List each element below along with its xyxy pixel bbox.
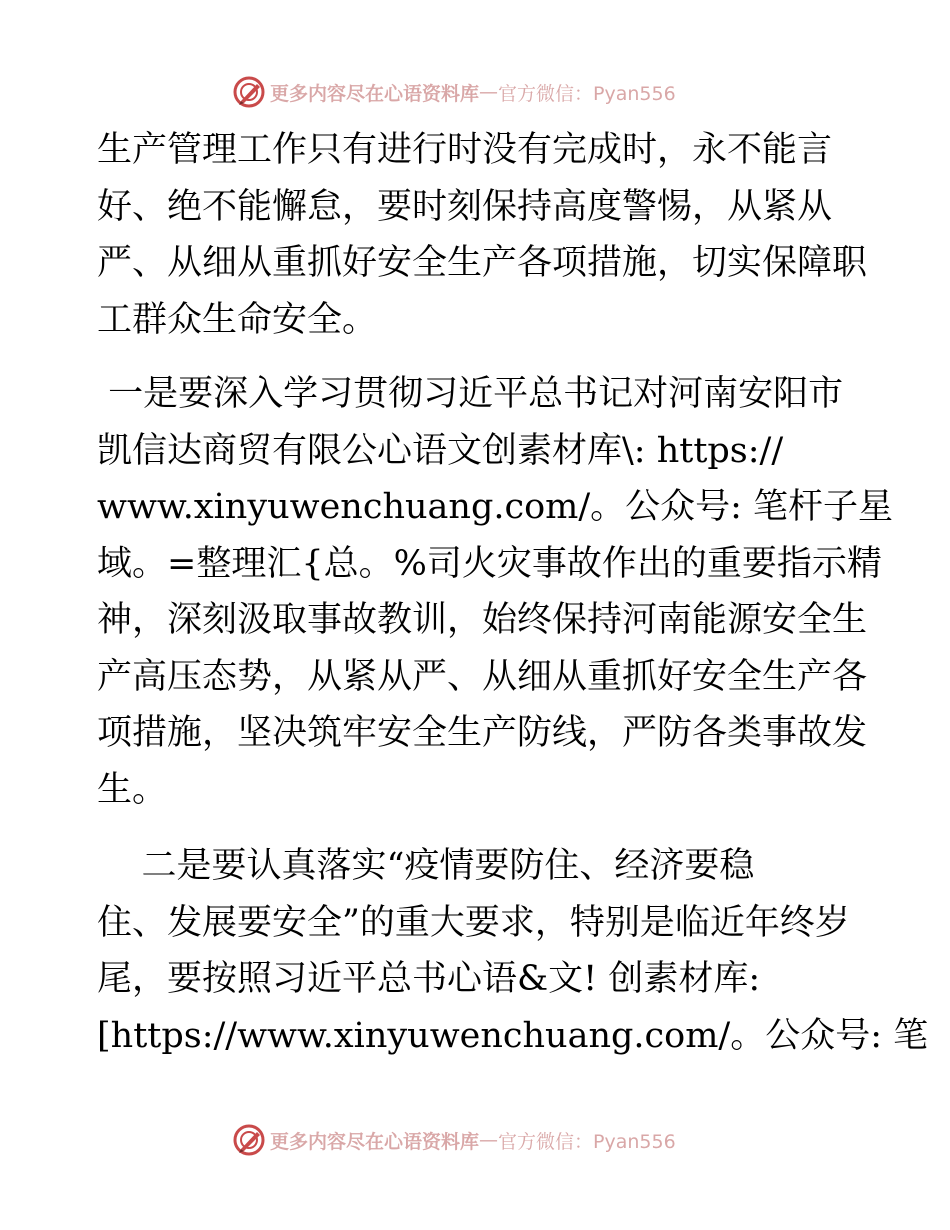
footer-banner-main: 更多内容尽在心语资料库 [270, 1130, 480, 1153]
text-line: [https://www.xinyuwenchuang.com/。公众号: 笔 [97, 1015, 929, 1056]
text-line: 二是要认真落实“疫情要防住、经济要稳 [97, 846, 755, 886]
document-body [97, 122, 929, 1064]
text-line: 严、从细从重抓好安全生产各项措施，切实保障职 [97, 243, 868, 283]
text-line: 好、绝不能懈怠，要时刻保持高度警惕，从紧从 [97, 186, 833, 227]
header-banner-main: 更多内容尽在心语资料库 [270, 82, 480, 105]
text-line: 项措施，坚决筑牢安全生产防线，严防各类事故发 [97, 713, 868, 753]
text-line: 工群众生命安全。 [97, 299, 378, 340]
text-line: 域。=整理汇{总。%司火灾事故作出的重要指示精 [97, 543, 882, 584]
footer-banner-dash: — [479, 1129, 499, 1151]
text-line: www.xinyuwenchuang.com/。公众号: 笔杆子星 [97, 487, 894, 527]
header-banner [232, 74, 712, 110]
text-line: 凯信达商贸有限公心语文创素材库\: https:// [97, 430, 784, 471]
text-line: 生产管理工作只有进行时没有完成时，永不能言 [97, 130, 833, 170]
footer-banner [232, 1122, 712, 1158]
text-line: 产高压态势，从紧从严、从细从重抓好安全生产各 [97, 656, 868, 697]
paragraph-gap [97, 348, 857, 366]
paragraph-2 [97, 366, 894, 818]
text-line: 一是要深入学习贯彻习近平总书记对河南安阳市 [97, 374, 844, 414]
pen-logo-icon [232, 1123, 266, 1157]
footer-banner-sub: 官方微信：Pyan556 [498, 1130, 676, 1153]
text-line: 尾，要按照习近平总书心语&文! 创素材库: [97, 959, 761, 999]
header-banner-dash: — [479, 81, 499, 103]
text-line: 神，深刻汲取事故教训，始终保持河南能源安全生 [97, 600, 868, 640]
text-line: 生。 [97, 769, 168, 810]
paragraph-3 [97, 838, 929, 1064]
pen-logo-icon [232, 75, 266, 109]
text-line: 住、发展要安全”的重大要求，特别是临近年终岁 [97, 902, 850, 943]
header-banner-sub: 官方微信：Pyan556 [498, 82, 676, 105]
paragraph-1 [97, 122, 868, 348]
paragraph-gap [97, 818, 857, 838]
